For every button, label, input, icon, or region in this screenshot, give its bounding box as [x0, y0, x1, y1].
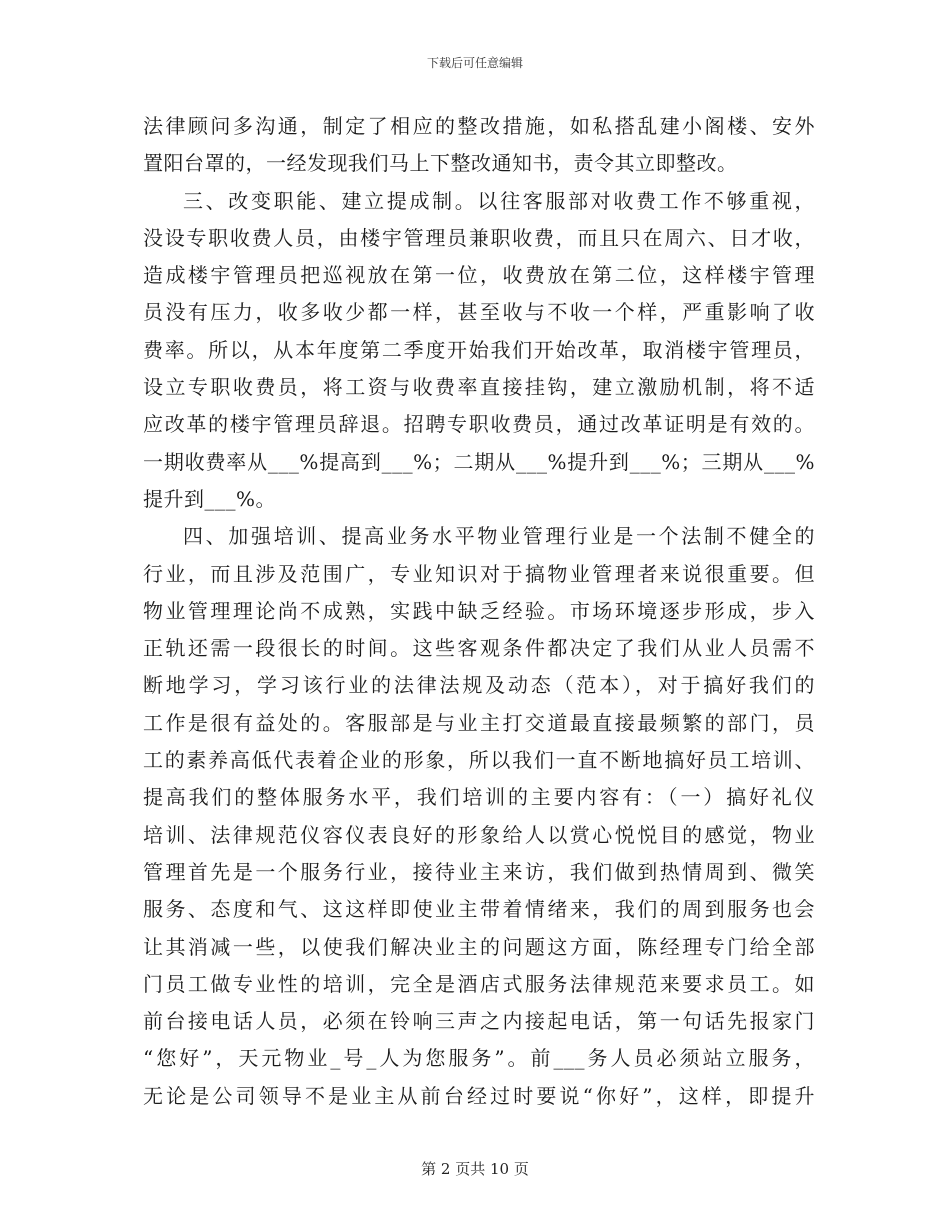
body-line: 设立专职收费员，将工资与收费率直接挂钩，建立激励机制，将不适: [143, 375, 815, 400]
body-line: 员没有压力，收多收少都一样，甚至收与不收一个样，严重影响了收: [143, 300, 815, 325]
body-line: 没设专职收费人员，由楼宇管理员兼职收费，而且只在周六、日才收，: [143, 225, 815, 250]
body-line: 物业管理理论尚不成熟，实践中缺乏经验。市场环境逐步形成，步入: [143, 598, 815, 623]
body-line: 服务、态度和气、这这样即使业主带着情绪来，我们的周到服务也会: [143, 897, 815, 922]
body-line: 提升到___%。: [143, 486, 277, 511]
body-line: 提高我们的整体服务水平，我们培训的主要内容有：（一）搞好礼仪: [143, 785, 815, 810]
body-line: 无论是公司领导不是业主从前台经过时要说“你好”，这样，即提升: [143, 1083, 815, 1108]
body-line: 应改革的楼宇管理员辞退。招聘专职收费员，通过改革证明是有效的。: [143, 412, 815, 437]
body-line: 造成楼宇管理员把巡视放在第一位，收费放在第二位，这样楼宇管理: [143, 263, 815, 288]
body-line: 费率。所以，从本年度第二季度开始我们开始改革，取消楼宇管理员，: [143, 337, 815, 362]
body-line: 置阳台罩的，一经发现我们马上下整改通知书，责令其立即整改。: [143, 151, 738, 176]
body-line: 正轨还需一段很长的时间。这些客观条件都决定了我们从业人员需不: [143, 636, 815, 661]
body-line: 工的素养高低代表着企业的形象，所以我们一直不断地搞好员工培训、: [143, 748, 815, 773]
body-line: 一期收费率从___%提高到___%；二期从___%提升到___%；三期从___%: [143, 449, 815, 474]
body-line: “您好”，天元物业_号_人为您服务”。前___务人员必须站立服务，: [143, 1046, 815, 1071]
paragraph-start-line: 四、加强培训、提高业务水平物业管理行业是一个法制不健全的: [183, 524, 815, 549]
body-line: 管理首先是一个服务行业，接待业主来访，我们做到热情周到、微笑: [143, 859, 815, 884]
page-header: 下载后可任意编辑: [426, 56, 523, 70]
body-line: 让其消减一些，以使我们解决业主的问题这方面，陈经理专门给全部: [143, 934, 815, 959]
body-line: 培训、法律规范仪容仪表良好的形象给人以赏心悦悦目的感觉，物业: [143, 822, 815, 847]
paragraph-start-line: 三、改变职能、建立提成制。以往客服部对收费工作不够重视，: [183, 188, 815, 213]
page-number-footer: 第 2 页共 10 页: [421, 1160, 529, 1178]
body-line: 门员工做专业性的培训，完全是酒店式服务法律规范来要求员工。如: [143, 971, 815, 996]
body-line: 工作是很有益处的。客服部是与业主打交道最直接最频繁的部门，员: [143, 710, 815, 735]
body-line: 行业，而且涉及范围广，专业知识对于搞物业管理者来说很重要。但: [143, 561, 815, 586]
document-body: [143, 108, 815, 1115]
body-line: 法律顾问多沟通，制定了相应的整改措施，如私搭乱建小阁楼、安外: [143, 114, 815, 138]
body-line: 断地学习，学习该行业的法律法规及动态（范本），对于搞好我们的: [143, 673, 815, 698]
body-line: 前台接电话人员，必须在铃响三声之内接起电话，第一句话先报家门: [143, 1009, 815, 1034]
